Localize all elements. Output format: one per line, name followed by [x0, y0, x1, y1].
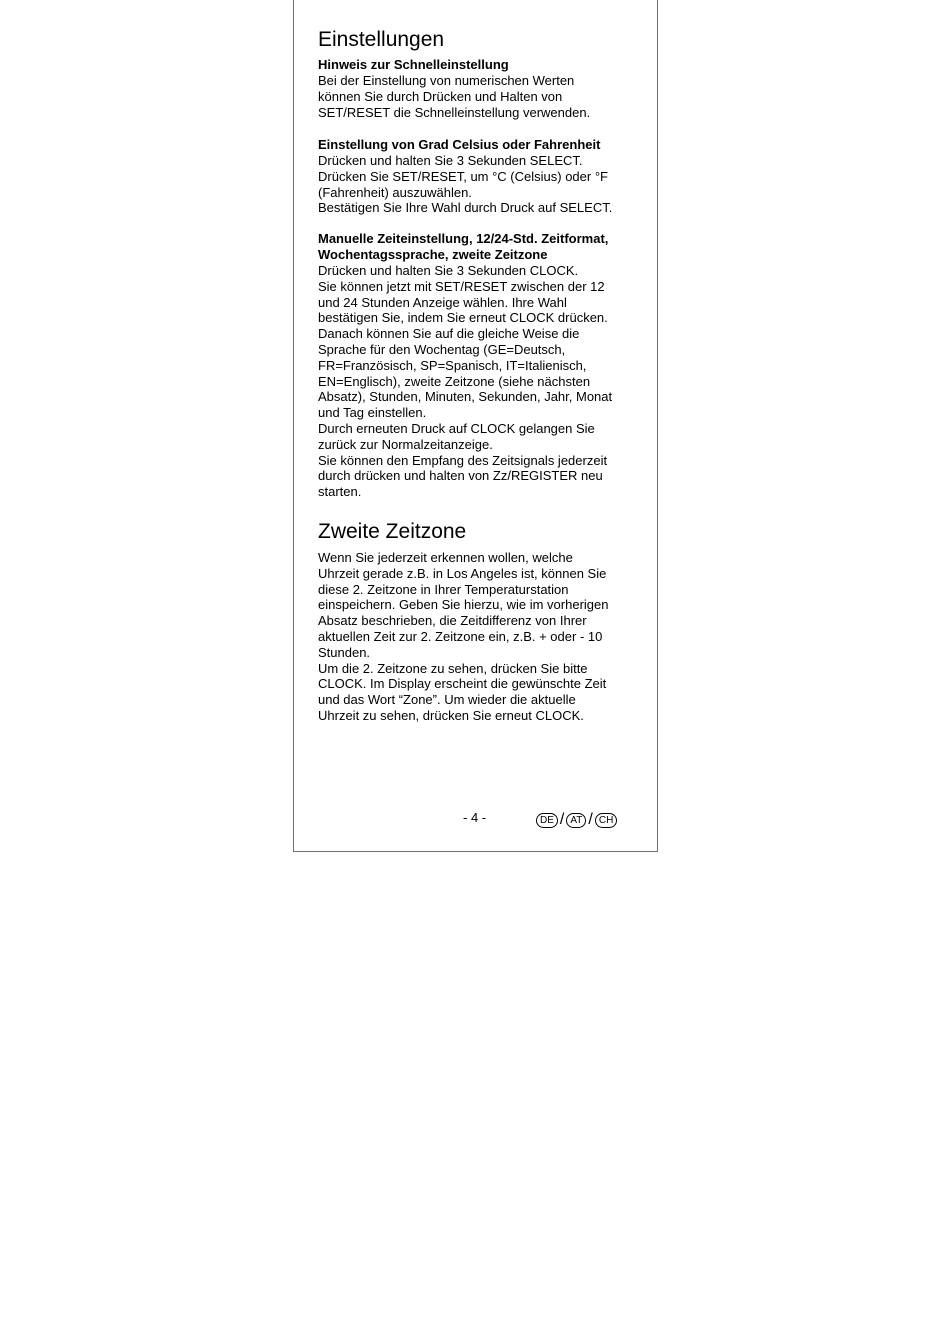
text-line: Sie können den Empfang des Zeitsignals jederzeit	[318, 452, 608, 468]
text-line: Uhrzeit zu sehen, drücken Sie erneut CLOCK.	[318, 707, 584, 723]
page-number: - 4 -	[463, 810, 487, 825]
text-line: bestätigen Sie, indem Sie erneut CLOCK drücken.	[318, 310, 608, 326]
block-zeiteinstellung	[318, 231, 640, 500]
text-line: Stunden.	[318, 644, 371, 660]
text-line: und Tag einstellen.	[318, 405, 427, 421]
text-line: durch drücken und halten von Zz/REGISTER neu	[318, 468, 603, 484]
text-line: und 24 Stunden Anzeige wählen. Ihre Wahl	[318, 294, 567, 310]
text-line: Wenn Sie jederzeit erkennen wollen, welche	[318, 550, 573, 565]
text-line: Uhrzeit gerade z.B. in Los Angeles ist, können Sie	[318, 565, 607, 581]
country-badge-ch: CH	[595, 813, 617, 828]
section-zweite-zeitzone	[318, 520, 640, 544]
section-title: Zweite Zeitzone	[318, 520, 467, 543]
block-schnelleinstellung	[318, 57, 640, 120]
text-line: Sie können jetzt mit SET/RESET zwischen der 12	[318, 278, 605, 294]
text-line: FR=Französisch, SP=Spanisch, IT=Italienisch,	[318, 357, 587, 373]
block-zweite-zeitzone	[318, 550, 640, 724]
text-line: aktuellen Zeit zur 2. Zeitzone ein, z.B. + oder - 10	[318, 628, 603, 644]
country-codes	[536, 812, 617, 828]
text-line: Bestätigen Sie Ihre Wahl durch Druck auf SELECT.	[318, 200, 613, 216]
text-line: Absatz), Stunden, Minuten, Sekunden, Jahr, Monat	[318, 389, 613, 405]
section-title: Einstellungen	[318, 28, 445, 51]
text-line: Um die 2. Zeitzone zu sehen, drücken Sie bitte	[318, 660, 588, 676]
text-line: Drücken und halten Sie 3 Sekunden CLOCK.	[318, 263, 579, 278]
text-line: und das Wort “Zone”. Um wieder die aktuelle	[318, 692, 576, 708]
text-line: (Fahrenheit) auszuwählen.	[318, 184, 472, 200]
text-line: Bei der Einstellung von numerischen Werten	[318, 73, 575, 88]
text-line: Danach können Sie auf die gleiche Weise die	[318, 326, 580, 342]
text-line: SET/RESET die Schnelleinstellung verwenden.	[318, 104, 591, 120]
text-line: diese 2. Zeitzone in Ihrer Temperaturstation	[318, 581, 569, 597]
text-line: Absatz beschrieben, die Zeitdifferenz von Ihrer	[318, 613, 587, 629]
block-heading-line: Wochentagssprache, zweite Zeitzone	[318, 247, 548, 262]
text-line: können Sie durch Drücken und Halten von	[318, 88, 563, 104]
text-line: Drücken Sie SET/RESET, um °C (Celsius) oder °F	[318, 168, 608, 184]
separator: /	[559, 811, 565, 828]
text-line: CLOCK. Im Display erscheint die gewünschte Zeit	[318, 676, 607, 692]
text-line: EN=Englisch), zweite Zeitzone (siehe nächsten	[318, 373, 591, 389]
text-line: starten.	[318, 484, 362, 500]
block-heading: Hinweis zur Schnelleinstellung	[318, 57, 509, 72]
section-einstellungen	[318, 28, 640, 52]
country-badge-de: DE	[536, 813, 558, 828]
text-line: zurück zur Normalzeitanzeige.	[318, 436, 493, 452]
block-heading: Einstellung von Grad Celsius oder Fahrenheit	[318, 137, 601, 152]
text-line: Durch erneuten Druck auf CLOCK gelangen Sie	[318, 420, 595, 436]
block-heading-line: Manuelle Zeiteinstellung, 12/24-Std. Zeitformat,	[318, 231, 609, 246]
separator: /	[588, 811, 593, 828]
text-line: Sprache für den Wochentag (GE=Deutsch,	[318, 341, 566, 357]
text-line: Drücken und halten Sie 3 Sekunden SELECT.	[318, 153, 583, 168]
block-celsius-fahrenheit	[318, 137, 640, 216]
text-line: einspeichern. Geben Sie hierzu, wie im vorherigen	[318, 597, 609, 613]
country-badge-at: AT	[566, 813, 586, 828]
